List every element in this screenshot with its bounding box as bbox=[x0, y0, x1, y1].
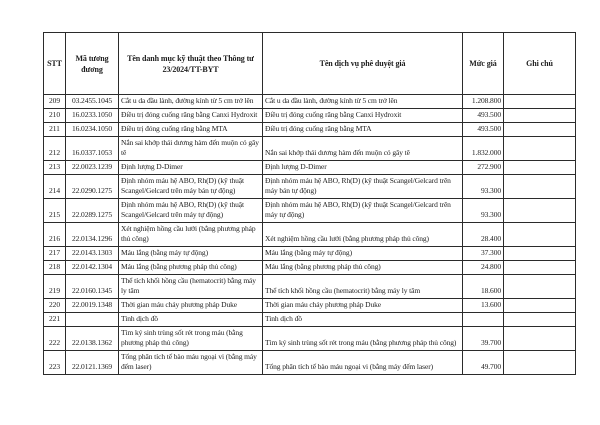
cell-price: 493.500 bbox=[463, 109, 504, 123]
cell-stt: 223 bbox=[44, 351, 66, 375]
cell-approved-service-name: Xét nghiệm hồng cầu lưới (bằng phương pháp thủ công) bbox=[263, 223, 463, 247]
cell-approved-service-name: Điều trị đóng cuống răng bằng MTA bbox=[263, 123, 463, 137]
table-row bbox=[44, 161, 576, 175]
cell-note bbox=[504, 247, 576, 261]
cell-technical-name: Máu lắng (bằng phương pháp thủ công) bbox=[119, 261, 263, 275]
table-row bbox=[44, 199, 576, 223]
cell-approved-service-name: Thể tích khối hồng cầu (hematocrit) bằng máy ly tâm bbox=[263, 275, 463, 299]
cell-note bbox=[504, 175, 576, 199]
cell-note bbox=[504, 223, 576, 247]
table-row bbox=[44, 327, 576, 351]
cell-equivalent-code: 22.0143.1303 bbox=[66, 247, 119, 261]
cell-note bbox=[504, 327, 576, 351]
table-row bbox=[44, 247, 576, 261]
cell-stt: 221 bbox=[44, 313, 66, 327]
header-stt: STT bbox=[44, 33, 66, 95]
cell-price: 37.300 bbox=[463, 247, 504, 261]
cell-note bbox=[504, 261, 576, 275]
cell-approved-service-name: Tinh dịch đồ bbox=[263, 313, 463, 327]
cell-price: 1.832.000 bbox=[463, 137, 504, 161]
cell-technical-name: Định nhóm máu hệ ABO, Rh(D) (kỹ thuật Scangel/Gelcard trên máy bán tự động) bbox=[119, 175, 263, 199]
cell-note bbox=[504, 299, 576, 313]
cell-technical-name: Thể tích khối hồng cầu (hematocrit) bằng máy ly tâm bbox=[119, 275, 263, 299]
cell-price: 18.600 bbox=[463, 275, 504, 299]
cell-technical-name: Điều trị đóng cuống răng bằng MTA bbox=[119, 123, 263, 137]
table-row bbox=[44, 261, 576, 275]
table-row bbox=[44, 275, 576, 299]
cell-stt: 210 bbox=[44, 109, 66, 123]
table-row bbox=[44, 299, 576, 313]
cell-note bbox=[504, 351, 576, 375]
cell-equivalent-code: 22.0160.1345 bbox=[66, 275, 119, 299]
cell-price: 24.800 bbox=[463, 261, 504, 275]
cell-stt: 222 bbox=[44, 327, 66, 351]
table-row bbox=[44, 123, 576, 137]
cell-note bbox=[504, 95, 576, 109]
cell-stt: 211 bbox=[44, 123, 66, 137]
table-row bbox=[44, 137, 576, 161]
cell-equivalent-code: 16.0337.1053 bbox=[66, 137, 119, 161]
cell-approved-service-name: Định nhóm máu hệ ABO, Rh(D) (kỹ thuật Scangel/Gelcard trên máy tự động) bbox=[263, 199, 463, 223]
cell-price: 13.600 bbox=[463, 299, 504, 313]
cell-stt: 214 bbox=[44, 175, 66, 199]
cell-technical-name: Định lượng D-Dimer bbox=[119, 161, 263, 175]
cell-equivalent-code: 03.2455.1045 bbox=[66, 95, 119, 109]
table-row bbox=[44, 351, 576, 375]
table-row bbox=[44, 109, 576, 123]
cell-technical-name: Tinh dịch đồ bbox=[119, 313, 263, 327]
cell-approved-service-name: Cắt u da đầu lành, đường kính từ 5 cm trở lên bbox=[263, 95, 463, 109]
cell-equivalent-code: 22.0290.1275 bbox=[66, 175, 119, 199]
cell-price bbox=[463, 313, 504, 327]
cell-note bbox=[504, 137, 576, 161]
cell-note bbox=[504, 161, 576, 175]
cell-stt: 212 bbox=[44, 137, 66, 161]
cell-equivalent-code: 22.0142.1304 bbox=[66, 261, 119, 275]
cell-technical-name: Tổng phân tích tế bào máu ngoại vi (bằng máy đếm laser) bbox=[119, 351, 263, 375]
cell-note bbox=[504, 199, 576, 223]
cell-note bbox=[504, 313, 576, 327]
cell-equivalent-code: 22.0019.1348 bbox=[66, 299, 119, 313]
cell-price: 39.700 bbox=[463, 327, 504, 351]
cell-stt: 209 bbox=[44, 95, 66, 109]
cell-approved-service-name: Định nhóm máu hệ ABO, Rh(D) (kỹ thuật Scangel/Gelcard trên máy bán tự động) bbox=[263, 175, 463, 199]
cell-price: 28.400 bbox=[463, 223, 504, 247]
cell-technical-name: Định nhóm máu hệ ABO, Rh(D) (kỹ thuật Scangel/Gelcard trên máy tự động) bbox=[119, 199, 263, 223]
table-header-row bbox=[44, 33, 576, 95]
cell-equivalent-code: 22.0289.1275 bbox=[66, 199, 119, 223]
cell-equivalent-code: 22.0134.1296 bbox=[66, 223, 119, 247]
cell-price: 49.700 bbox=[463, 351, 504, 375]
cell-approved-service-name: Thời gian máu chảy phương pháp Duke bbox=[263, 299, 463, 313]
cell-approved-service-name: Tổng phân tích tế bào máu ngoại vi (bằng máy đếm laser) bbox=[263, 351, 463, 375]
cell-approved-service-name: Điều trị đóng cuống răng bằng Canxi Hydroxit bbox=[263, 109, 463, 123]
cell-stt: 216 bbox=[44, 223, 66, 247]
cell-technical-name: Xét nghiệm hồng cầu lưới (bằng phương pháp thủ công) bbox=[119, 223, 263, 247]
cell-stt: 218 bbox=[44, 261, 66, 275]
cell-note bbox=[504, 275, 576, 299]
cell-approved-service-name: Máu lắng (bằng phương pháp thủ công) bbox=[263, 261, 463, 275]
cell-note bbox=[504, 123, 576, 137]
cell-technical-name: Điều trị đóng cuống răng bằng Canxi Hydroxit bbox=[119, 109, 263, 123]
cell-approved-service-name: Máu lắng (bằng máy tự động) bbox=[263, 247, 463, 261]
cell-stt: 217 bbox=[44, 247, 66, 261]
header-equivalent-code: Mã tương đương bbox=[66, 33, 119, 95]
cell-stt: 215 bbox=[44, 199, 66, 223]
header-note: Ghi chú bbox=[504, 33, 576, 95]
table-row bbox=[44, 175, 576, 199]
cell-stt: 219 bbox=[44, 275, 66, 299]
cell-approved-service-name: Tìm ký sinh trùng sốt rét trong máu (bằng phương pháp thủ công) bbox=[263, 327, 463, 351]
header-technical-name: Tên danh mục kỹ thuật theo Thông tư 23/2024/TT-BYT bbox=[119, 33, 263, 95]
cell-price: 93.300 bbox=[463, 175, 504, 199]
cell-equivalent-code: 22.0121.1369 bbox=[66, 351, 119, 375]
cell-approved-service-name: Nắn sai khớp thái dương hàm đến muộn có gây tê bbox=[263, 137, 463, 161]
cell-stt: 213 bbox=[44, 161, 66, 175]
cell-technical-name: Thời gian máu chảy phương pháp Duke bbox=[119, 299, 263, 313]
cell-technical-name: Tìm ký sinh trùng sốt rét trong máu (bằng phương pháp thủ công) bbox=[119, 327, 263, 351]
cell-price: 93.300 bbox=[463, 199, 504, 223]
header-price: Mức giá bbox=[463, 33, 504, 95]
cell-equivalent-code: 22.0138.1362 bbox=[66, 327, 119, 351]
cell-technical-name: Cắt u da đầu lành, đường kính từ 5 cm trở lên bbox=[119, 95, 263, 109]
service-price-table bbox=[43, 32, 576, 375]
header-approved-service-name: Tên dịch vụ phê duyệt giá bbox=[263, 33, 463, 95]
cell-equivalent-code bbox=[66, 313, 119, 327]
cell-note bbox=[504, 109, 576, 123]
cell-price: 493.500 bbox=[463, 123, 504, 137]
table-row bbox=[44, 95, 576, 109]
cell-equivalent-code: 22.0023.1239 bbox=[66, 161, 119, 175]
cell-technical-name: Nắn sai khớp thái dương hàm đến muộn có gây tê bbox=[119, 137, 263, 161]
cell-equivalent-code: 16.0234.1050 bbox=[66, 123, 119, 137]
cell-equivalent-code: 16.0233.1050 bbox=[66, 109, 119, 123]
table-row bbox=[44, 223, 576, 247]
cell-price: 272.900 bbox=[463, 161, 504, 175]
cell-stt: 220 bbox=[44, 299, 66, 313]
cell-technical-name: Máu lắng (bằng máy tự động) bbox=[119, 247, 263, 261]
table-row bbox=[44, 313, 576, 327]
cell-approved-service-name: Định lượng D-Dimer bbox=[263, 161, 463, 175]
cell-price: 1.208.800 bbox=[463, 95, 504, 109]
